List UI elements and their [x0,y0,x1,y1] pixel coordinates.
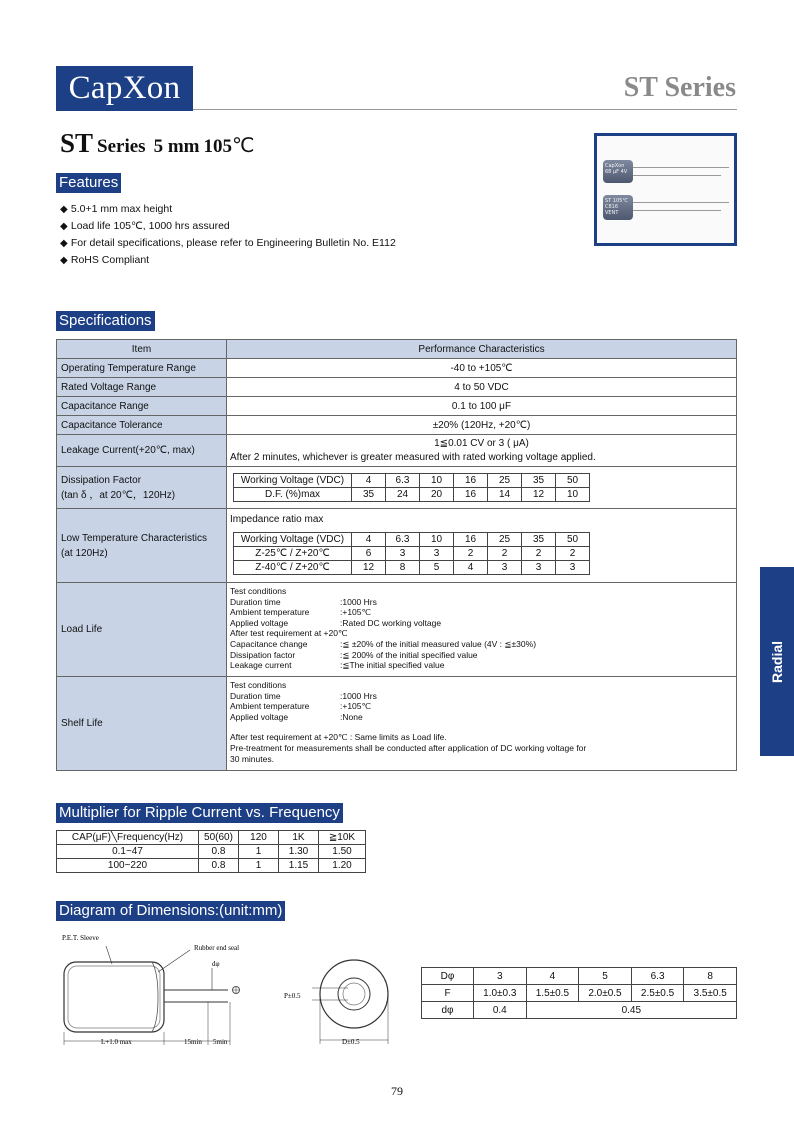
ripple-value: 1.20 [319,859,366,873]
lowtemp-voltage: 50 [556,533,590,547]
df-row-label: Working Voltage (VDC) [234,473,352,487]
z40-value: 4 [454,561,488,575]
dim-row-label: dφ [422,1002,474,1019]
lead-wire [633,210,721,211]
shelflife-after-test: After test requirement at +20℃ : Same limits as Load life. [230,732,447,743]
dim-diameter: 5 [579,968,632,985]
radial-side-tab [760,567,794,756]
leader-line [158,950,190,972]
spec-value [227,467,737,509]
spec-item: Operating Temperature Range [57,359,227,378]
z40-value: 5 [420,561,454,575]
dim-row-label: Dφ [422,968,474,985]
ripple-corner: CAP(μF)╲Frequency(Hz) [57,831,199,845]
cap1-text-1: CapXon [605,163,625,169]
df-voltage: 10 [420,473,454,487]
loadlife-conditions [227,583,737,677]
features-list [60,201,396,269]
condition-value: :+105℃ [340,701,372,712]
z40-value: 3 [522,561,556,575]
lead-wire [633,202,729,203]
condition-value: :≦ ±20% of the initial measured value (4V : ≦±30%) [340,638,537,649]
product-heading [60,128,254,159]
series-word: Series [97,136,146,157]
pet-sleeve-label: P.E.T. Sleeve [62,934,99,942]
series-title: ST Series [623,72,736,103]
df-row-label: D.F. (%)max [234,487,352,501]
lowtemp-row-label: Z-40℃ / Z+20℃ [234,561,352,575]
dimension-table [421,967,737,1019]
df-value: 14 [488,487,522,501]
condition-value: :1000 Hrs [340,690,377,701]
z40-value: 12 [352,561,386,575]
lowtemp-voltage: 16 [454,533,488,547]
sleeve-outline [68,966,160,1028]
df-voltage: 4 [352,473,386,487]
dim-f-value: 1.5±0.5 [526,985,579,1002]
spec-value: 4 to 50 VDC [227,378,737,397]
df-value: 35 [352,487,386,501]
spec-item [57,467,227,509]
length-label: L+1.0 max [101,1038,132,1046]
df-voltage: 50 [556,473,590,487]
condition-label: Dissipation factor [230,649,296,660]
dim-f-value: 2.5±0.5 [631,985,684,1002]
lowtemp-voltage: 25 [488,533,522,547]
condition-label: Leakage current [230,660,292,671]
ripple-value: 0.8 [199,845,239,859]
product-photo [594,133,737,246]
df-value: 24 [386,487,420,501]
dimension-diagram [56,928,396,1053]
specifications-table [56,339,737,771]
lead-wire [633,167,729,168]
end-view-outer [320,960,388,1028]
df-value: 20 [420,487,454,501]
condition-value [340,680,733,691]
ripple-freq: ≧10K [319,831,366,845]
z25-value: 3 [386,547,420,561]
lowtemp-condition: (at 120Hz) [61,547,108,559]
condition-value: :None [340,711,363,722]
spec-value [227,509,737,583]
df-voltage: 16 [454,473,488,487]
z25-value: 2 [522,547,556,561]
ripple-value: 1 [239,845,279,859]
condition-label: Test conditions [230,680,287,690]
dim-diameter: 3 [474,968,527,985]
condition-value: :≦ 200% of the initial specified value [340,649,478,660]
z25-value: 2 [488,547,522,561]
lowtemp-row-label: Z-25℃ / Z+20℃ [234,547,352,561]
dim-f-value: 1.0±0.3 [474,985,527,1002]
capacitor-image-2 [603,195,633,220]
section-specifications: Specifications [56,311,155,331]
dim-f-value: 2.0±0.5 [579,985,632,1002]
df-condition: (tan δ ，at 20℃，120Hz) [61,489,176,501]
rubber-seal-label: Rubber end seal [194,944,240,952]
spec-item: Capacitance Tolerance [57,416,227,435]
diameter-label: D±0.5 [342,1038,360,1046]
lowtemp-voltage: 35 [522,533,556,547]
size-label: 5 mm [153,136,200,157]
condition-label: Duration time [230,690,281,701]
spec-value [227,435,737,467]
spec-item: Capacitance Range [57,397,227,416]
cap1-text-2: 68 μF 4V [605,169,628,175]
lowtemp-title: Low Temperature Characteristics [61,532,207,544]
spec-value: -40 to +105℃ [227,359,737,378]
series-code: ST [60,128,94,158]
condition-label: Applied voltage [230,617,289,628]
min5-label: 5min [213,1038,228,1046]
leader-line [106,946,112,964]
side-tab-label: Radial [769,640,785,683]
cap2-text-2: C816 [605,204,619,210]
dim-diameter: 6.3 [631,968,684,985]
lowtemp-caption: Impedance ratio max [230,514,324,525]
shelflife-pretreatment: Pre-treatment for measurements shall be conducted after application of DC working voltage for 30 minutes. [230,742,587,764]
df-voltage: 6.3 [386,473,420,487]
condition-value: :≦The initial specified value [340,660,445,671]
condition-label: Capacitance change [230,638,308,649]
condition-label: Ambient temperature [230,701,310,712]
leakage-formula: 1≦0.01 CV or 3 ( μA) [434,437,529,449]
lowtemp-voltage: 10 [420,533,454,547]
df-value: 16 [454,487,488,501]
z25-value: 3 [420,547,454,561]
spec-item: Leakage Current(+20℃, max) [57,435,227,467]
condition-value [340,586,733,597]
ripple-value: 1.50 [319,845,366,859]
z25-value: 6 [352,547,386,561]
ripple-value: 1.15 [279,859,319,873]
spec-item: Shelf Life [57,677,227,771]
leakage-note: After 2 minutes, whichever is greater measured with rated working voltage applied. [230,451,596,463]
rubber-seal-shape [152,962,158,1032]
capacitor-image-1 [603,160,633,183]
col-header-item: Item [57,340,227,359]
after-test-label: After test requirement at +20℃ [230,628,348,639]
section-dimensions: Diagram of Dimensions:(unit:mm) [56,901,285,921]
df-table [233,473,590,502]
df-voltage: 25 [488,473,522,487]
spec-value: 0.1 to 100 μF [227,397,737,416]
lead-diameter-label: dφ [212,960,220,968]
feature-item: ◆ RoHS Compliant [60,252,396,269]
dim-lead-value: 0.4 [474,1002,527,1019]
section-features: Features [56,173,121,193]
dim-lead-value: 0.45 [526,1002,736,1019]
ripple-cap: 100~220 [57,859,199,873]
ripple-value: 0.8 [199,859,239,873]
dim-f-value: 3.5±0.5 [684,985,737,1002]
ripple-value: 1.30 [279,845,319,859]
df-value: 10 [556,487,590,501]
ripple-value: 1 [239,859,279,873]
min15-label: 15min [184,1038,202,1046]
lead-wire [633,175,721,176]
df-title: Dissipation Factor [61,474,142,486]
condition-value: :+105℃ [340,607,372,618]
spec-item [57,509,227,583]
condition-value: :Rated DC working voltage [340,617,442,628]
header-divider [193,109,737,110]
section-ripple: Multiplier for Ripple Current vs. Frequency [56,803,343,823]
z25-value: 2 [556,547,590,561]
capacitor-body-outline [64,962,164,1032]
lowtemp-voltage: 6.3 [386,533,420,547]
df-value: 12 [522,487,556,501]
ripple-freq: 50(60) [199,831,239,845]
z40-value: 8 [386,561,420,575]
condition-value: :1000 Hrs [340,596,377,607]
z40-value: 3 [488,561,522,575]
lowtemp-voltage: 4 [352,533,386,547]
spec-value: ±20% (120Hz, +20℃) [227,416,737,435]
col-header-performance: Performance Characteristics [227,340,737,359]
lowtemp-table [233,532,590,575]
temp-unit: ℃ [231,133,255,157]
ripple-table [56,830,366,873]
brand-logo: CapXon [56,66,193,111]
spec-item: Rated Voltage Range [57,378,227,397]
condition-label: Ambient temperature [230,607,310,618]
z40-value: 3 [556,561,590,575]
feature-item: ◆ 5.0+1 mm max height [60,201,396,218]
spec-item: Load Life [57,583,227,677]
lowtemp-row-label: Working Voltage (VDC) [234,533,352,547]
shelflife-conditions [227,677,737,771]
condition-label: Applied voltage [230,711,289,722]
cap2-text-3: VENT [605,210,619,216]
condition-label: Duration time [230,596,281,607]
temp-value: 105 [203,136,232,157]
dim-diameter: 4 [526,968,579,985]
page-number: 79 [391,1084,403,1098]
feature-item: ◆ Load life 105℃, 1000 hrs assured [60,218,396,235]
dim-row-label: F [422,985,474,1002]
df-voltage: 35 [522,473,556,487]
cap2-text-1: ST 105℃ [605,198,628,204]
ripple-freq: 1K [279,831,319,845]
ripple-freq: 120 [239,831,279,845]
pitch-label: P±0.5 [284,992,301,1000]
condition-label: Test conditions [230,586,287,596]
ripple-cap: 0.1~47 [57,845,199,859]
dim-diameter: 8 [684,968,737,985]
feature-item: ◆ For detail specifications, please refer to Engineering Bulletin No. E112 [60,235,396,252]
z25-value: 2 [454,547,488,561]
